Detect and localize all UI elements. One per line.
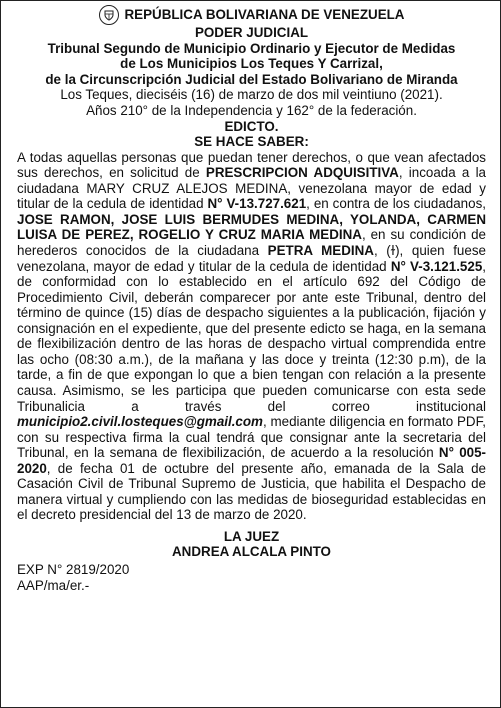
body-text: , en su condición de herederos conocidos de la ciudadana [17, 227, 486, 259]
edict-body [17, 150, 486, 523]
petition-type: PRESCRIPCION ADQUISITIVA [205, 165, 399, 181]
coat-of-arms-icon [99, 5, 119, 25]
court-line-1: Tribunal Segundo de Municipio Ordinario y Ejecutor de Medidas [47, 40, 456, 56]
document-header [17, 5, 486, 150]
applicant-id: N° V-13.727.621 [207, 196, 307, 212]
body-text: , incoada a la ciudadana MARY CRUZ ALEJOS MEDINA, venezolana mayor de edad y titular de la cedula de identidad [17, 165, 486, 212]
court-line-3: de la Circunscripción Judicial del Estado Bolivariano de Miranda [45, 71, 458, 87]
court-line-2: de Los Municipios Los Teques Y Carrizal, [120, 56, 383, 72]
case-number: EXP N° 2819/2020 [17, 562, 130, 578]
judicial-power: PODER JUDICIAL [194, 25, 309, 40]
announce-heading: SE HACE SABER: [194, 134, 309, 150]
republic-title-row [17, 5, 486, 25]
defendant-names: JOSE RAMON, JOSE LUIS BERMUDES MEDINA, YOLANDA, CARMEN LUISA DE PEREZ, ROGELIO Y CRUZ MARIA MEDINA [17, 211, 486, 243]
body-text: , en contra de los ciudadanos, [306, 196, 486, 212]
signature-role: LA JUEZ [223, 528, 280, 544]
signature-block [17, 529, 486, 560]
years-line: Años 210° de la Independencia y 162° de la federación. [86, 102, 417, 118]
deceased-name: PETRA MEDINA [267, 243, 374, 259]
body-text: , mediante diligencia en formato PDF, con su respectiva firma la cual tendrá que consignar ante la secretaria del Tribunal, en la semana de flexibilización, de acuerdo a la resolución [17, 414, 486, 461]
signature-name: ANDREA ALCALA PINTO [172, 544, 331, 560]
document-footer [17, 562, 486, 593]
deceased-id: N° V-3.121.525 [390, 258, 483, 274]
resolution-number: N° 005-2020 [17, 445, 486, 476]
body-text: , (ɫ), quien fuese venezolana, mayor de edad y titular de la cedula de identidad [17, 243, 486, 274]
date-line: Los Teques, dieciséis (16) de marzo de dos mil veintiuno (2021). [60, 87, 443, 103]
court-email: municipio2.civil.losteques@gmail.com [17, 414, 263, 430]
body-text: , de fecha 01 de octubre del presente año, emanada de la Sala de Casación Civil de Tribunal Supremo de Justicia, que habilita el Despacho de manera virtual y cumpliendo con las medidas de bioseguridad establecidas en el decreto presidencial del 13 de marzo de 2020. [17, 460, 486, 523]
republic-name: REPÚBLICA BOLIVARIANA DE VENEZUELA [124, 7, 405, 23]
body-text: , de conformidad con lo establecido en el artículo 692 del Código de Procedimiento Civil, deberán comparecer por ante este Tribunal, dentro del término de quince (15) días de despacho siguientes a la publicación, fijación y consignación en el expediente, que del presente edicto se haga, en la semana de flexibilización dentro de las horas de despacho virtual comprendida entre las ocho (08:30 a.m.), de la mañana y las doce y treinta (12:30 p.m), de la tarde, a fin de que expongan lo que a bien tengan con relación a la presente causa. Asimismo, se les participa que pueden comunicarse con esta sede Tribunalicia a través del correo institucional [17, 258, 486, 414]
edict-title: EDICTO. [224, 118, 279, 134]
typist-initials: AAP/ma/er.- [17, 577, 90, 593]
body-text: A todas aquellas personas que puedan tener derechos, o que vean afectados sus derechos, en solicitud de [17, 149, 486, 181]
